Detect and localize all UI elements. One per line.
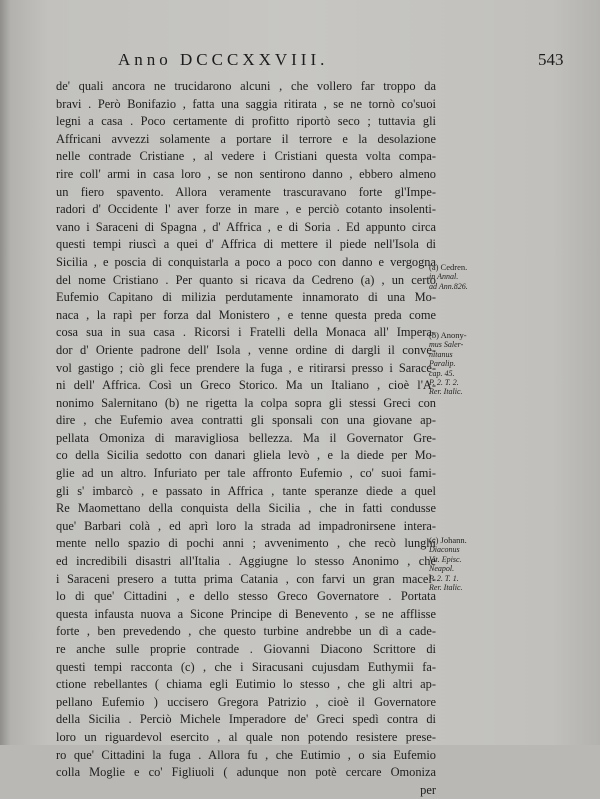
side-note-line: (b) Anony-: [429, 330, 467, 340]
text-line: glie ad un altro. Infuriato per tale affronto Eufemio , co' suoi fami-: [56, 466, 436, 481]
text-line: que' Barbari colà , ed aprì loro la strada ad impadronirsene intera-: [56, 518, 436, 533]
page-header: [0, 50, 600, 70]
text-line: un fiero spavento. Allora veramente trascuravano forte gl'Impe-: [56, 184, 436, 199]
side-note-c: [429, 536, 511, 592]
text-line: rire coll' armi in casa loro , se non sentirono danno , ebbero almeno: [56, 166, 436, 181]
side-note-line: ad Ann.826.: [429, 281, 468, 291]
text-line: legni a casa . Poco certamente di profitto riportò seco ; tuttavia gli: [56, 114, 436, 129]
side-note-line: (c) Johann.: [429, 535, 467, 545]
text-line: co della Sicilia sedotto con danari gliela levò , e la diede per Mo-: [56, 448, 436, 463]
text-line: nelle contrade Cristiane , al vedere i Cristiani questa volta compa-: [56, 149, 436, 164]
text-line: pellata Omoniza di maravigliosa bellezza. Ma il Governator Gre-: [56, 430, 436, 445]
text-line: vol gastigo ; ciò gli fece prendere la fuga , e ritirarsi presso i Sarace-: [56, 360, 436, 375]
text-line: colla Moglie e co' Figliuoli ( adunque non potè cercare Omoniza: [56, 765, 436, 780]
text-line: questi tempi riuscì a quei d' Affrica di mettere il piede nell'Isola di: [56, 237, 436, 252]
text-line: pellano Eufemio ) uccisero Gregora Patrizio , cioè il Governatore: [56, 694, 436, 709]
side-note-line: Diaconus: [429, 545, 460, 555]
side-note-line: cap. 45.: [429, 368, 455, 378]
text-line: questi tempi racconta (c) , che i Siracusani cujusdam Euthymii fa-: [56, 659, 436, 674]
text-line: loro un riguardevol esercito , al quale non potendo resistere prese-: [56, 729, 436, 744]
side-note-line: Rer. Italic.: [429, 387, 463, 397]
text-line: del nome Cristiano . Per quanto si ricava da Cedreno (a) , un certo: [56, 272, 436, 287]
side-note-line: in Annal.: [429, 272, 459, 282]
text-line: Affricani avvezzi solamente a portare il terrore e la desolazione: [56, 131, 436, 146]
side-note-line: Vit. Episc.: [429, 554, 462, 564]
text-line: Sicilia , e poscia di conquistarla a poco a poco con danno e vergogna: [56, 254, 436, 269]
page-gutter-shadow: [0, 0, 10, 745]
text-line: ni dell' Affrica. Così un Greco Storico. Ma un Italiano , cioè l'A-: [56, 378, 436, 393]
side-note-line: Paralip.: [429, 359, 456, 369]
side-note-line: nitanus: [429, 349, 453, 359]
side-note-line: Neapol.: [429, 564, 455, 574]
text-line: bravi . Però Bonifazio , fatta una saggia ritirata , se ne tornò co'suoi: [56, 96, 436, 111]
text-line: de' quali ancora ne trucidarono alcuni , che vollero far troppo da: [56, 79, 436, 93]
text-line: radori d' Occidente l' aver forze in mare , e perciò cotanto insolenti-: [56, 202, 436, 217]
text-line: per: [420, 782, 436, 797]
side-note-line: mus Saler-: [429, 340, 464, 350]
text-line: ctione rebellantes ( chiama egli Eutimio lo stesso , che gli altri ap-: [56, 677, 436, 692]
side-note-line: P. 2. T. 1.: [429, 573, 459, 583]
text-line: vano i Saraceni di Spagna , d' Affrica , e di Soria . Ed appunto circa: [56, 219, 436, 234]
side-note-line: Rer. Italic.: [429, 583, 463, 593]
running-title: Anno DCCCXXVIII.: [118, 50, 329, 69]
text-line: ed incredibili disastri all'Italia . Aggiugne lo stesso Anonimo , che: [56, 554, 436, 569]
side-note-line: (a) Cedren.: [429, 262, 468, 272]
text-line: Eufemio Capitano di milizia perdutamente innamorato di una Mo-: [56, 290, 436, 305]
text-line: re anche sulle proprie contrade . Giovanni Diacono Scrittore di: [56, 642, 436, 656]
text-line: della Sicilia . Perciò Michele Imperadore de' Greci spedì contra di: [56, 712, 436, 727]
text-line: ro que' Cittadini la fuga . Allora fu , che Eutimio , o sia Eufemio: [56, 747, 436, 762]
text-line: questa infausta nuova a Sicone Principe di Benevento , se ne afflisse: [56, 606, 436, 621]
text-line: cosa sua in sua casa . Ricorsi i Fratelli della Monaca all' Impera-: [56, 325, 436, 340]
text-line: gli s' imbarcò , e passato in Affrica , tante speranze diede a quel: [56, 483, 436, 498]
text-line: mente nello spazio di pochi anni ; avvenimento , che recò lunghi: [56, 536, 436, 551]
side-note-b: [429, 331, 511, 397]
text-line: dor d' Oriente padrone dell' Isola , venne ordine di dargli il conve-: [56, 342, 436, 357]
text-line: forte , ben prevedendo , che questo turbine andrebbe un dì a cade-: [56, 624, 436, 639]
page-number: 543: [538, 50, 564, 69]
text-line: naca , la rapì per forza dal Monistero , e tenne questa preda come: [56, 307, 436, 322]
body-text: [56, 78, 436, 799]
side-note-a: [429, 263, 511, 291]
text-line: i Saraceni presero a tutta prima Catania , con farvi un gran macel-: [56, 571, 436, 586]
text-line: Re Maomettano della conquista della Sicilia , che in fatti condusse: [56, 501, 436, 516]
text-line: dire , che Eufemio avea contratti gli sponsali con una giovane ap-: [56, 413, 436, 428]
side-note-line: P. 2. T. 2.: [429, 378, 459, 388]
text-line: lo di que' Cittadini , e dello stesso Greco Governatore . Portata: [56, 589, 436, 604]
text-line: nonimo Salernitano (b) ne rigetta la colpa sopra gli stessi Greci con: [56, 395, 436, 410]
